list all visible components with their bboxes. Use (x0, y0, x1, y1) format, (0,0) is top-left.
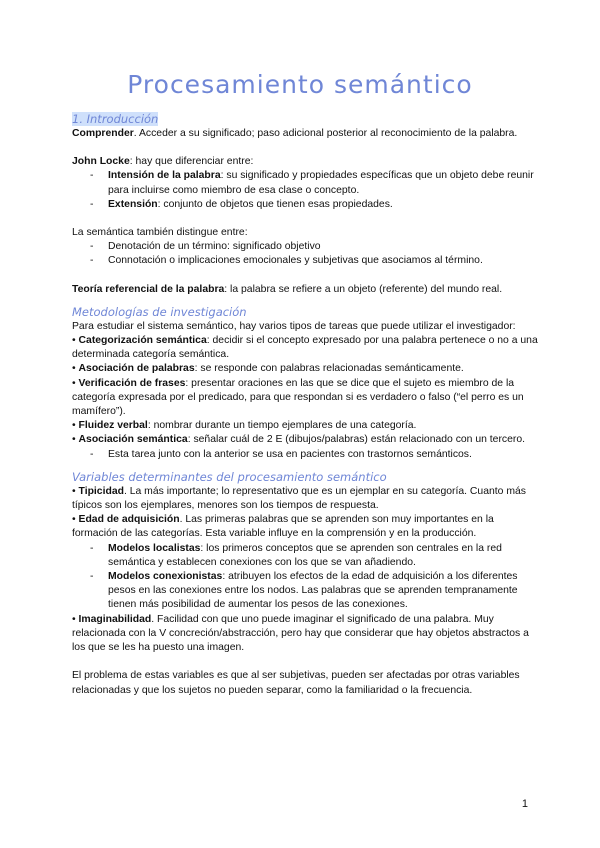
section-heading-variables: Variables determinantes del procesamiento semántico (72, 469, 387, 484)
list-item: - Extensión: conjunto de objetos que tienen esas propiedades. (72, 198, 542, 212)
section-heading-metodologias: Metodologías de investigación (72, 304, 247, 319)
list-item: • Asociación de palabras: se responde con palabras relacionadas semánticamente. (72, 363, 464, 375)
locke-list (72, 169, 542, 212)
list-item: • Categorización semántica: decidir si el concepto expresado por una palabra pertenece o no a una determinada categoría semántica. (72, 335, 538, 361)
document-body (72, 112, 542, 698)
modelos-list (72, 542, 542, 613)
list-item: • Verificación de frases: presentar oraciones en las que se dice que el sujeto es miembro de la categoría expresada por el predicado, para que respondan si es verdadero o falso (“el perro es un mamífero”). (72, 377, 524, 418)
list-item: - Connotación o implicaciones emocionales y subjetivas que asociamos al término. (72, 254, 542, 268)
list-item: • Asociación semántica: señalar cuál de 2 E (dibujos/palabras) están relacionado con un tercero. (72, 434, 526, 446)
teoria-paragraph: Teoría referencial de la palabra: la palabra se refiere a un objeto (referente) del mundo real. (72, 283, 503, 295)
list-item: - Modelos conexionistas: atribuyen los efectos de la edad de adquisición a los diferentes pesos en las conexiones entre los nodos. Las palabras que se aprenden tempranamente tienen más posibilidad de aumentar los pesos de las conexiones. (72, 570, 542, 613)
list-item: - Denotación de un término: significado objetivo (72, 240, 542, 254)
list-item: • Fluidez verbal: nombrar durante un tiempo ejemplares de una categoría. (72, 420, 417, 432)
metodologias-lead: Para estudiar el sistema semántico, hay varios tipos de tareas que puede utilizar el investigador: (72, 320, 516, 332)
tipicidad-paragraph: • Tipicidad. La más importante; lo representativo que es un ejemplar en su categoría. Cuanto más típicos son los ejemplares, menores son los tiempos de respuesta. (72, 485, 526, 512)
page-number: 1 (521, 798, 528, 810)
closing-paragraph: El problema de estas variables es que al ser subjetivas, pueden ser afectadas por otras variables relacionadas y que los sujetos no pueden separar, como la familiaridad o la frecuencia. (72, 670, 520, 696)
list-item: - Intensión de la palabra: su significado y propiedades específicas que un objeto debe reunir para incluirse como miembro de esa clase o concepto. (72, 169, 542, 197)
imaginabilidad-paragraph: • Imaginabilidad. Facilidad con que uno puede imaginar el significado de una palabra. Muy relacionada con la V concreción/abstracción, pero hay que considerar que hay objetos abstractos a los que se les ha puesto una imagen. (72, 613, 529, 654)
section-heading-introduccion: 1. Introducción (72, 112, 159, 126)
edad-paragraph: • Edad de adquisición. Las primeras palabras que se aprenden son muy importantes en la formación de las categorías. Esta variable influye en la comprensión y en la producción. (72, 514, 494, 540)
semantica-paragraph: La semántica también distingue entre: (72, 227, 248, 239)
page-title: Procesamiento semántico (127, 70, 473, 99)
list-item: - Esta tarea junto con la anterior se usa en pacientes con trastornos semánticos. (72, 448, 542, 462)
locke-paragraph: John Locke: hay que diferenciar entre: (72, 156, 254, 168)
list-item: - Modelos localistas: los primeros conceptos que se aprenden son centrales en la red semántica y establecen conexiones con los que se van añadiendo. (72, 542, 542, 570)
comprender-paragraph: Comprender. Acceder a su significado; paso adicional posterior al reconocimiento de la palabra. (72, 128, 518, 139)
semantica-list (72, 240, 542, 268)
metodologias-sublist (72, 448, 542, 462)
